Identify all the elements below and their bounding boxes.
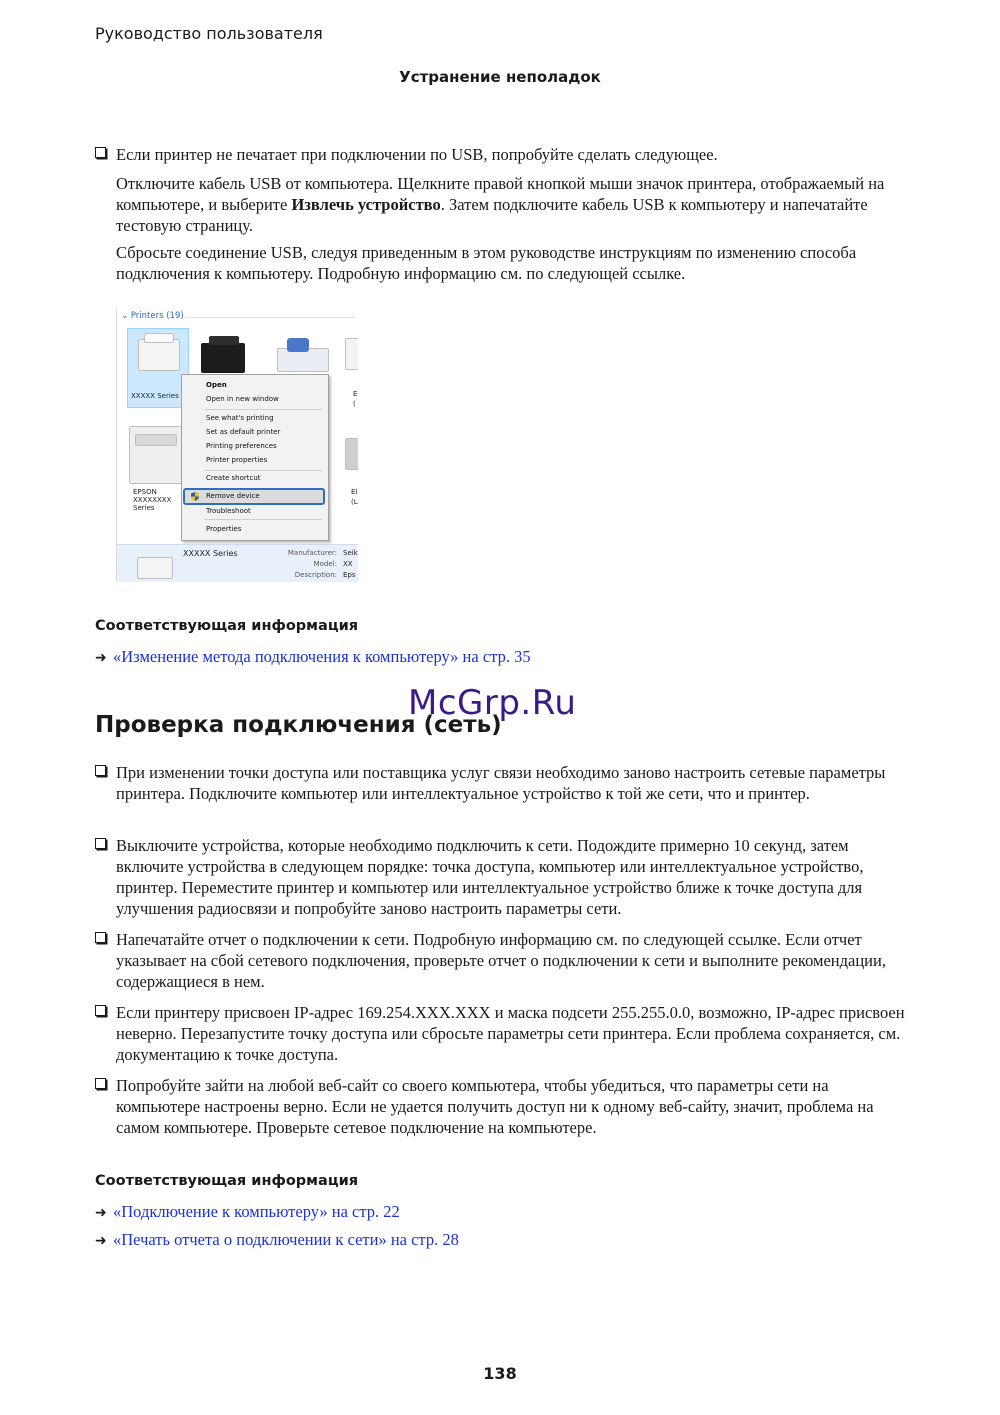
- list-item: [95, 929, 907, 992]
- para1-bold-text: Извлечь устройство: [291, 195, 441, 214]
- arrow-right-icon: ➜: [95, 1233, 107, 1249]
- list-item-text: Выключите устройства, которые необходимо подключить к сети. Подождите примерно 10 секунд, затем включите устройства в следующем порядке: точка доступа, компьютер или интеллектуальное устройство, принтер. Переместите принтер и компьютер или интеллектуальное устройство ближе к точке доступа для улучшения радиосвязи и попробуйте заново настроить параметры сети.: [116, 836, 864, 918]
- list-item-text: Напечатайте отчет о подключении к сети. Подробную информацию см. по следующей ссылке. Если отчет указывает на сбой сетевого подключения, проверьте отчет о подключении к сети и выполните рекомендации, содержащиеся в нем.: [116, 930, 886, 991]
- list-item: [95, 1002, 907, 1065]
- list-item: [95, 835, 907, 919]
- intro-bullet: [95, 144, 907, 165]
- menu-item-create-shortcut[interactable]: Create shortcut: [206, 474, 261, 482]
- partial-label-1: E: [353, 390, 358, 398]
- printers-group-text: Printers (19): [130, 311, 184, 321]
- list-item-text: Попробуйте зайти на любой веб-сайт со своего компьютера, чтобы убедиться, что параметры сети на компьютере настроены верно. Если не удается получить доступ ни к одному веб-сайту, значит, проблема на самом компьютере. Проверьте сетевое подключение на компьютере.: [116, 1076, 874, 1137]
- partial-printer-icon: [345, 338, 358, 370]
- printers-screenshot: [116, 308, 358, 582]
- printer-lid-icon: [144, 333, 174, 343]
- related-info-heading: Соответствующая информация: [95, 1173, 359, 1189]
- description-key: Description:: [294, 571, 337, 579]
- running-header: Руководство пользователя: [95, 24, 323, 43]
- related-link-row: [95, 646, 531, 669]
- page-number: 138: [483, 1364, 517, 1383]
- menu-item-remove-device[interactable]: Remove device: [206, 492, 260, 500]
- checkbox-bullet-icon: [95, 765, 106, 776]
- menu-separator: [204, 409, 322, 410]
- details-printer-icon: [137, 557, 173, 579]
- list-item-text: При изменении точки доступа или поставщика услуг связи необходимо заново настроить сетевые параметры принтера. Подключите компьютер или интеллектуальное устройство к той же сети, что и принтер.: [116, 763, 886, 803]
- checkbox-bullet-icon: [95, 1078, 106, 1089]
- checkbox-bullet-icon: [95, 147, 106, 158]
- partial-label-4: (L: [351, 498, 358, 506]
- details-name: XXXXX Series: [183, 549, 238, 558]
- printer-icon: [138, 339, 180, 371]
- context-menu: [181, 374, 329, 541]
- menu-item-open[interactable]: Open: [206, 381, 227, 389]
- partial-label-2: (: [353, 400, 356, 408]
- arrow-right-icon: ➜: [95, 1205, 107, 1221]
- model-value: XX: [343, 560, 353, 568]
- menu-separator: [204, 470, 322, 471]
- printer-black-icon[interactable]: [201, 343, 245, 373]
- checkbox-bullet-icon: [95, 1005, 106, 1016]
- manufacturer-value: Seik: [343, 549, 358, 557]
- menu-item-troubleshoot[interactable]: Troubleshoot: [206, 507, 251, 515]
- tile-label: XXXXX Series: [131, 392, 179, 400]
- list-item: [95, 1075, 907, 1138]
- menu-item-open-new-window[interactable]: Open in new window: [206, 395, 279, 403]
- menu-item-see-printing[interactable]: See what's printing: [206, 414, 274, 422]
- menu-item-set-default[interactable]: Set as default printer: [206, 428, 281, 436]
- tile2-label: [133, 488, 171, 512]
- watermark: McGrp.Ru: [408, 683, 577, 723]
- intro-paragraph-1: [116, 173, 906, 236]
- section-heading: Проверка подключения (сеть): [95, 712, 502, 738]
- details-pane: [117, 544, 358, 582]
- tile2-label-line2: XXXXXXXX: [133, 496, 172, 504]
- menu-separator: [204, 519, 322, 520]
- intro-paragraph-2: Сбросьте соединение USB, следуя приведенным в этом руководстве инструкциям по изменению способа подключения к компьютеру. Подробную информацию см. по следующей ссылке.: [116, 243, 857, 283]
- related-info-heading: Соответствующая информация: [95, 618, 359, 634]
- related-link-change-connection[interactable]: «Изменение метода подключения к компьютеру» на стр. 35: [113, 647, 531, 666]
- chapter-title: Устранение неполадок: [399, 68, 601, 86]
- printer-black-lid-icon: [209, 336, 239, 345]
- checkbox-bullet-icon: [95, 838, 106, 849]
- partial-printer-icon-2: [345, 438, 358, 470]
- para1-text-b: . Затем подключите кабель USB к компьютеру и напечатайте тестовую страницу.: [116, 195, 868, 235]
- menu-item-printer-properties[interactable]: Printer properties: [206, 456, 268, 464]
- list-item-text: Если принтеру присвоен IP-адрес 169.254.XXX.XXX и маска подсети 255.255.0.0, возможно, IP-адрес присвоен неверно. Перезапустите точку доступа или сбросьте параметры сети принтера. Если проблема сохраняется, см. документацию к точке доступа.: [116, 1003, 905, 1064]
- intro-bullet-text: Если принтер не печатает при подключении по USB, попробуйте сделать следующее.: [116, 145, 718, 164]
- arrow-right-icon: ➜: [95, 650, 107, 666]
- related-link-connect-computer[interactable]: «Подключение к компьютеру» на стр. 22: [113, 1202, 400, 1221]
- fax-handset-icon: [287, 338, 309, 352]
- related-link-network-report[interactable]: «Печать отчета о подключении к сети» на стр. 28: [113, 1230, 459, 1249]
- tile2-label-line3: Series: [133, 504, 155, 512]
- large-printer-scanner-icon: [135, 434, 177, 446]
- group-divider: [185, 317, 355, 318]
- menu-item-printing-preferences[interactable]: Printing preferences: [206, 442, 277, 450]
- tile2-label-line1: EPSON: [133, 488, 157, 496]
- shield-icon: [191, 492, 199, 501]
- list-item: [95, 762, 907, 804]
- menu-item-properties[interactable]: Properties: [206, 525, 242, 533]
- checkbox-bullet-icon: [95, 932, 106, 943]
- related-link-row: [95, 1201, 400, 1224]
- para1-text-a: Отключите кабель USB от компьютера. Щелкните правой кнопкой мыши значок принтера, отображаемый на компьютере, и выберите: [116, 174, 885, 214]
- description-value: Eps: [343, 571, 356, 579]
- related-link-row: [95, 1229, 459, 1252]
- printer-tile-selected[interactable]: [127, 328, 189, 408]
- partial-label-3: El: [351, 488, 358, 496]
- printers-group-label: ⌄ Printers (19): [121, 311, 184, 321]
- manufacturer-key: Manufacturer:: [287, 549, 337, 557]
- model-key: Model:: [313, 560, 337, 568]
